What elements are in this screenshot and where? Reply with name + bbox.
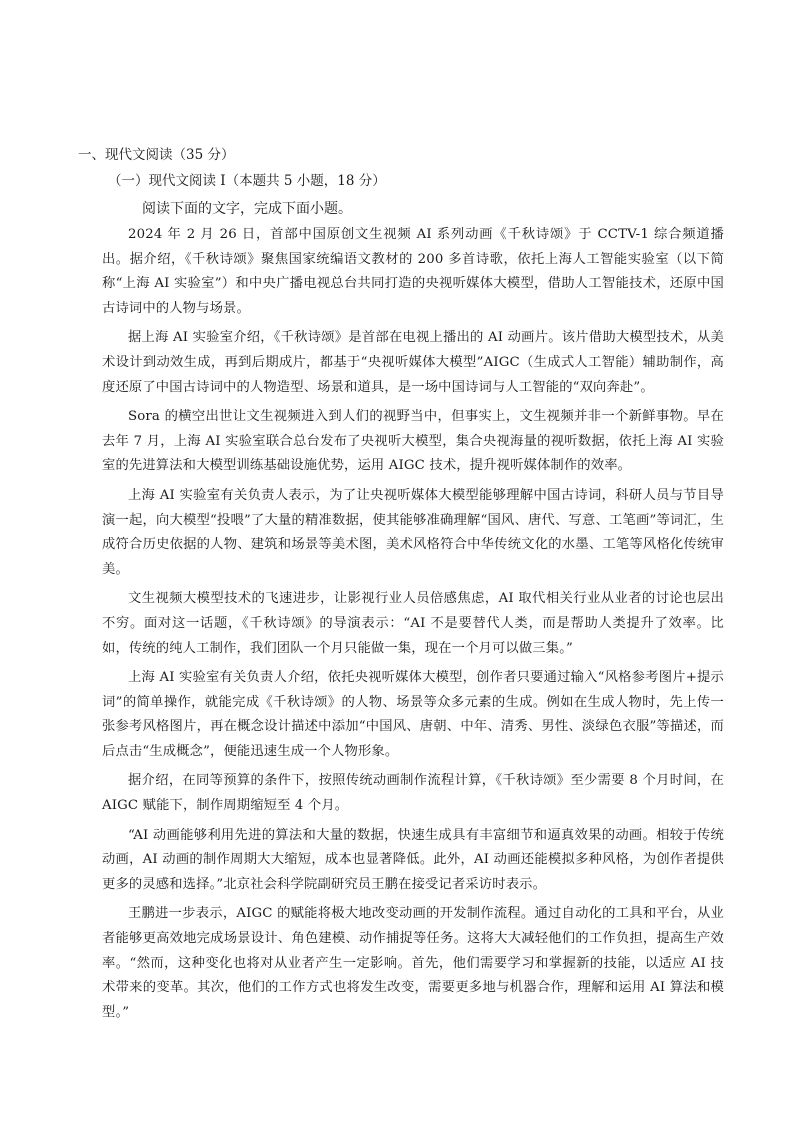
paragraph-1: 2024 年 2 月 26 日，首部中国原创文生视频 AI 系列动画《千秋诗颂》于 CCTV-1 综合频道播出。据介绍，《千秋诗颂》聚焦国家统编语文教材的 200 多首诗歌，依托上海人工智能实验室（以下简称“上海 AI 实验室”）和中央广播电视总台共同打造的央视听媒体大模型，借助人工智能技术，还原中国古诗词中的人物与场景。 (102, 227, 724, 316)
paragraph-7: 据介绍，在同等预算的条件下，按照传统动画制作流程计算，《千秋诗颂》至少需要 8 个月时间，在 AIGC 赋能下，制作周期缩短至 4 个月。 (102, 773, 724, 814)
reading-instruction: 阅读下面的文字，完成下面小题。 (142, 201, 352, 217)
paragraph-3: Sora 的横空出世让文生视频进入到人们的视野当中，但事实上，文生视频并非一个新鲜事物。早在去年 7 月，上海 AI 实验室联合总台发布了央视听大模型，集合央视海量的视听数据，依托上海 AI 实验室的先进算法和大模型训练基础设施优势，运用 AIGC 技术，提升视听媒体制作的效率。 (102, 409, 724, 474)
paragraph-2: 据上海 AI 实验室介绍，《千秋诗颂》是首部在电视上播出的 AI 动画片。该片借助大模型技术，从美术设计到动效生成，再到后期成片，都基于“央视听媒体大模型”AIGC（生成式人工智能）辅助制作，高度还原了中国古诗词中的人物造型、场景和道具，是一场中国诗词与人工智能的“双向奔赴”。 (102, 330, 724, 395)
paragraph-6: 上海 AI 实验室有关负责人介绍，依托央视听媒体大模型，创作者只要通过输入“风格参考图片+提示词”的简单操作，就能完成《千秋诗颂》的人物、场景等众多元素的生成。例如在生成人物时，先上传一张参考风格图片，再在概念设计描述中添加“中国风、唐朝、中年、清秀、男性、淡绿色衣服”等描述，而后点击“生成概念”，便能迅速生成一个人物形象。 (102, 670, 724, 759)
paragraph-9: 王鹏进一步表示，AIGC 的赋能将极大地改变动画的开发制作流程。通过自动化的工具和平台，从业者能够更高效地完成场景设计、角色建模、动作捕捉等任务。这将大大减轻他们的工作负担，提高生产效率。“然而，这种变化也将对从业者产生一定影响。首先，他们需要学习和掌握新的技能，以适应 AI 技术带来的变革。其次，他们的工作方式也将发生改变，需要更多地与机器合作，理解和运用 AI 算法和模型。” (102, 906, 724, 1020)
subsection-heading: （一）现代文阅读 I（本题共 5 小题，18 分） (108, 173, 386, 189)
paragraph-8: “AI 动画能够利用先进的算法和大量的数据，快速生成具有丰富细节和逼真效果的动画。相较于传统动画，AI 动画的制作周期大大缩短，成本也显著降低。此外，AI 动画还能模拟多种风格，为创作者提供更多的灵感和选择。”北京社会科学院副研究员王鹏在接受记者采访时表示。 (102, 827, 724, 892)
paragraph-4: 上海 AI 实验室有关负责人表示，为了让央视听媒体大模型能够理解中国古诗词，科研人员与节目导演一起，向大模型“投喂”了大量的精准数据，使其能够准确理解“国风、唐代、写意、工笔画”等词汇，生成符合历史依据的人物、建筑和场景等美术图，美术风格符合中华传统文化的水墨、工笔等风格化传统审美。 (102, 487, 724, 577)
paragraph-5: 文生视频大模型技术的飞速进步，让影视行业人员倍感焦虑，AI 取代相关行业从业者的讨论也层出不穷。面对这一话题，《千秋诗颂》的导演表示：“AI 不是要替代人类，而是帮助人类提升了效率。比如，传统的纯人工制作，我们团队一个月只能做一集，现在一个月可以做三集。” (102, 591, 724, 656)
article-body (102, 223, 724, 1030)
section-heading: 一、现代文阅读（35 分） (78, 147, 235, 163)
